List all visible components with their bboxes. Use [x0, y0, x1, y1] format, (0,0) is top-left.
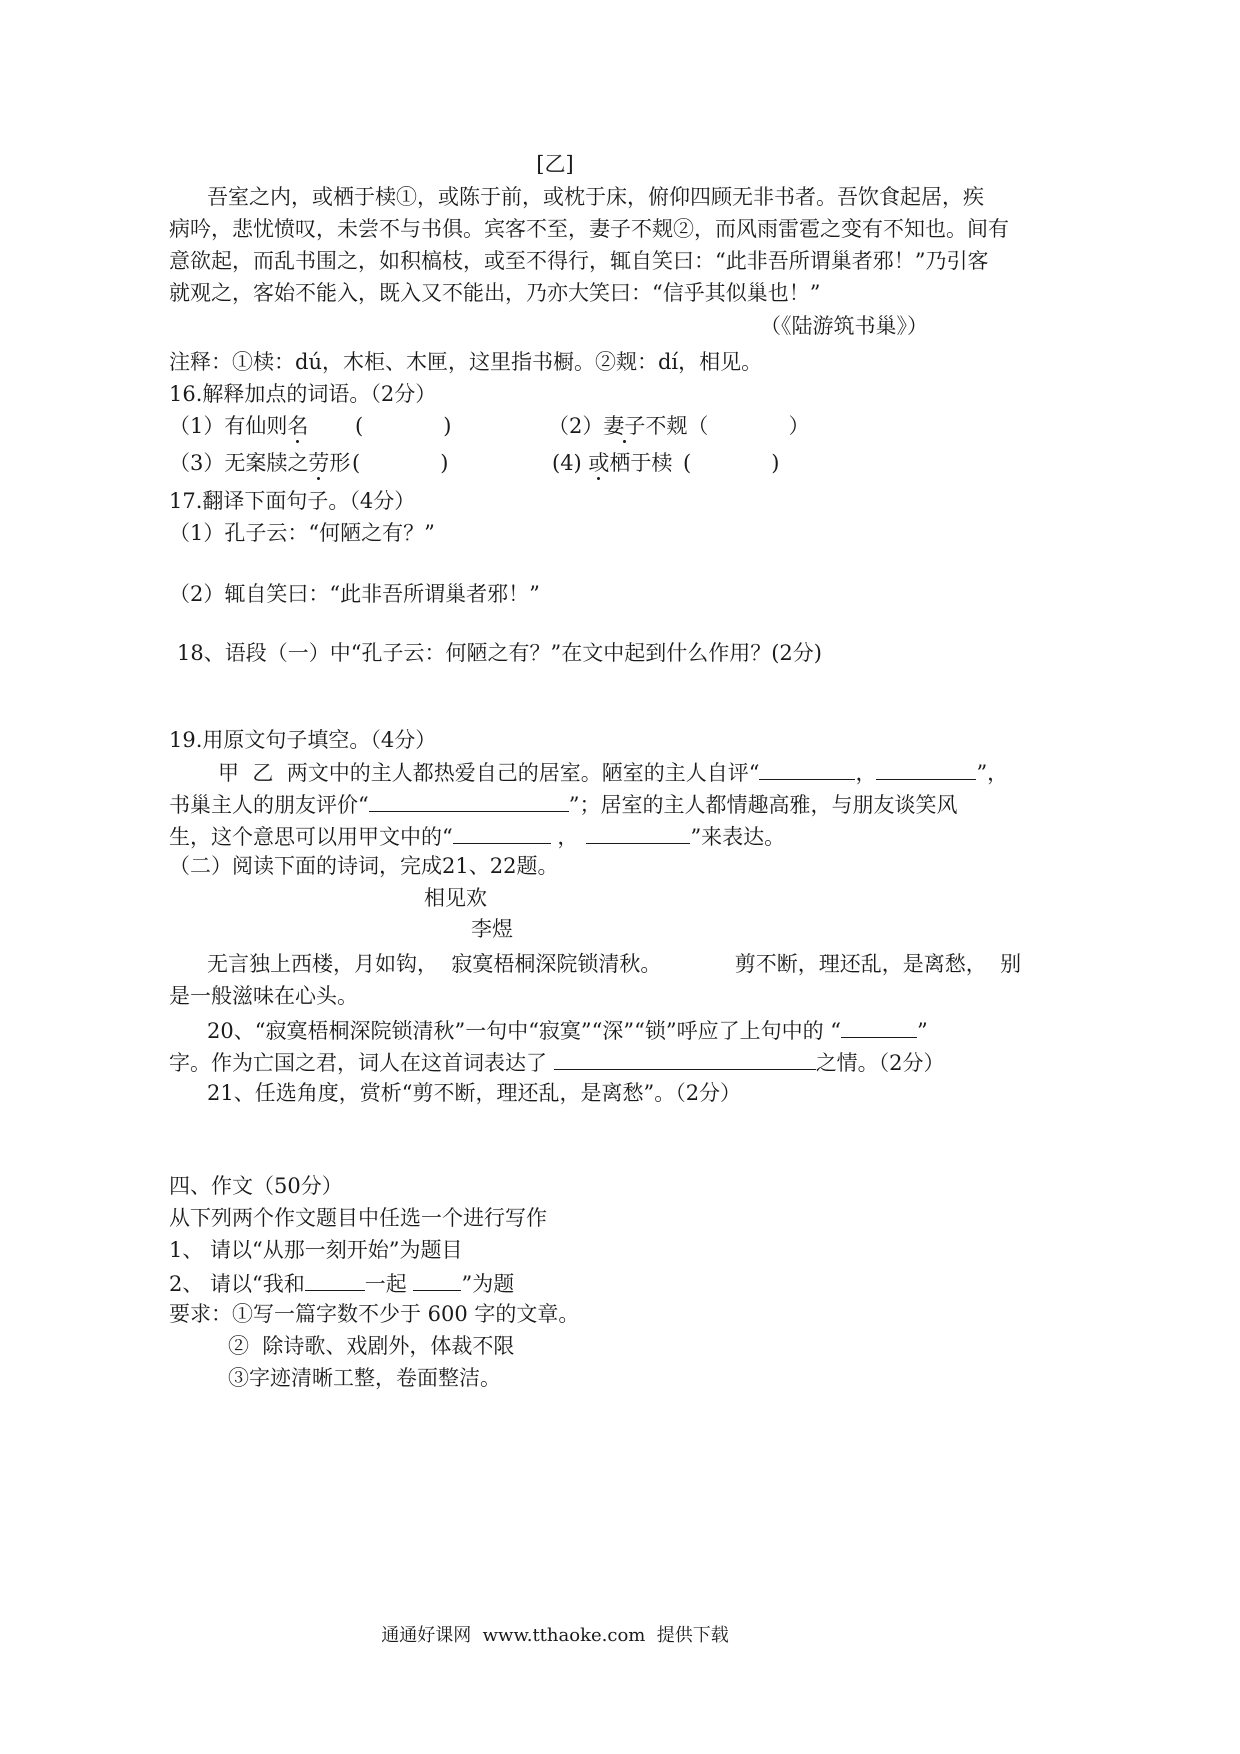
q16-item-2-prefix: （2） — [548, 414, 604, 438]
poem-line-2: 是一般滋味在心头。 — [169, 984, 358, 1008]
q19-line-1 — [218, 757, 1008, 787]
essay-topic-2-end: ”为题 — [461, 1272, 515, 1296]
passage-yi-heading: [乙] — [536, 152, 574, 176]
q18-question: 18、语段（一）中“孔子云：何陋之有？”在文中起到什么作用？(2分) — [177, 641, 822, 665]
footer-download-note: 通通好课网 www.tthaoke.com 提供下载 — [381, 1625, 729, 1646]
q16-item-3-answer: ( ) — [352, 451, 449, 475]
q16-item-1-text: （1）有仙则 — [169, 414, 288, 438]
q19-line-2 — [169, 789, 957, 819]
q19-line-3-end: ”来表达。 — [690, 825, 786, 849]
q19-blank-1 — [759, 757, 855, 780]
q16-item-1-dotted-word: 名 — [287, 414, 309, 438]
q17-sentence-2: （2）辄自笑曰：“此非吾所谓巢者邪！” — [169, 582, 540, 606]
q19-blank-5 — [586, 821, 690, 844]
passage-yi-notes: 注释：①椟：dú，木柜、木匣，这里指书橱。②觌：dí，相见。 — [169, 350, 763, 374]
q20-line-1 — [207, 1015, 928, 1045]
q16-item-4-dotted-word: 或 — [588, 451, 610, 475]
poem-title: 相见欢 — [424, 886, 487, 910]
q20-line-1-text: 20、“寂寞梧桐深院锁清秋”一句中“寂寞”“深”“锁”呼应了上句中的 “ — [207, 1019, 842, 1043]
q16-item-4-prefix: (4) — [552, 451, 589, 475]
q19-blank-2 — [876, 757, 976, 780]
q19-comma: ， — [855, 761, 877, 785]
passage-yi-line-1: 吾室之内，或栖于椟①，或陈于前，或枕于床，俯仰四顾无非书者。吾饮食起居，疾 — [207, 185, 984, 209]
essay-title: 四、作文（50分） — [169, 1174, 343, 1198]
passage-yi-line-2: 病吟，悲忧愤叹，未尝不与书俱。宾客不至，妻子不觌②，而风雨雷雹之变有不知也。间有 — [169, 217, 1009, 241]
q19-blank-4 — [453, 821, 551, 844]
essay-topic-2-text: 2、 请以“我和 — [169, 1272, 305, 1296]
essay-topic-2 — [169, 1268, 514, 1298]
q19-line-1-text: 甲 乙 两文中的主人都热爱自己的居室。陋室的主人自评“ — [218, 761, 760, 785]
q16-item-2 — [548, 412, 809, 440]
q16-item-3-text: （3）无案牍之 — [169, 451, 309, 475]
q19-line-3 — [169, 821, 785, 851]
q19-title: 19.用原文句子填空。（4分） — [169, 728, 437, 752]
q16-item-4 — [552, 449, 672, 477]
q20-line-1-end: ” — [917, 1019, 928, 1043]
q19-line-1-end: ”， — [976, 761, 1009, 785]
q16-item-4-answer: ( ) — [683, 451, 780, 475]
q16-item-3-dotted-word: 劳 — [308, 451, 330, 475]
passage-yi-source: （《陆游筑书巢》） — [760, 314, 928, 338]
essay-topic-2-mid: 一起 — [364, 1272, 414, 1296]
poem-line-1: 无言独上西楼，月如钩， 寂寞梧桐深院锁清秋。 剪不断，理还乱，是离愁， 别 — [207, 952, 1022, 976]
q16-item-3-rest: 形 — [329, 451, 351, 475]
part2-intro: （二）阅读下面的诗词，完成21、22题。 — [169, 854, 559, 878]
q19-line-2-end: ”；居室的主人都情趣高雅，与朋友谈笑风 — [568, 793, 958, 817]
essay-requirement-3: ③字迹清晰工整，卷面整洁。 — [228, 1366, 501, 1390]
passage-yi-line-4: 就观之，客始不能入，既入又不能出，乃亦大笑曰：“信乎其似巢也！” — [169, 281, 821, 305]
q16-item-1 — [169, 412, 308, 440]
essay-intro: 从下列两个作文题目中任选一个进行写作 — [169, 1206, 547, 1230]
q16-title: 16.解释加点的词语。（2分） — [169, 382, 437, 406]
q17-title: 17.翻译下面句子。（4分） — [169, 489, 416, 513]
essay-topic-1: 1、 请以“从那一刻开始”为题目 — [169, 1238, 463, 1262]
q20-line-2-text: 字。作为亡国之君，词人在这首词表达了 — [169, 1051, 554, 1075]
essay-blank-1 — [305, 1268, 365, 1291]
q16-item-2-dotted-word: 妻子 — [603, 414, 646, 438]
q19-blank-3 — [369, 789, 569, 812]
passage-yi-line-3: 意欲起，而乱书围之，如积槁枝，或至不得行，辄自笑曰：“此非吾所谓巢者邪！”乃引客 — [169, 249, 989, 273]
q19-line-3-mid: ， — [550, 825, 579, 849]
q16-item-3 — [169, 449, 350, 477]
q20-line-2 — [169, 1047, 945, 1077]
q21-question: 21、任选角度，赏析“剪不断，理还乱，是离愁”。（2分） — [207, 1081, 742, 1105]
q19-line-3-text: 生，这个意思可以用甲文中的“ — [169, 825, 453, 849]
q16-item-2-rest: 不觌（ ） — [645, 414, 810, 438]
poem-author: 李煜 — [471, 917, 513, 941]
q17-sentence-1: （1）孔子云：“何陋之有？” — [169, 521, 435, 545]
q16-item-4-rest: 栖于椟 — [609, 451, 673, 475]
q20-line-2-end: 之情。（2分） — [815, 1051, 945, 1075]
q20-blank-2 — [554, 1047, 816, 1070]
essay-requirement-2: ② 除诗歌、戏剧外，体裁不限 — [228, 1334, 515, 1358]
q20-blank-1 — [841, 1015, 917, 1038]
q19-line-2-text: 书巢主人的朋友评价“ — [169, 793, 369, 817]
essay-requirement-1: 要求：①写一篇字数不少于 600 字的文章。 — [169, 1302, 580, 1326]
essay-blank-2 — [413, 1268, 461, 1291]
q16-item-1-answer: ( ) — [355, 414, 452, 438]
